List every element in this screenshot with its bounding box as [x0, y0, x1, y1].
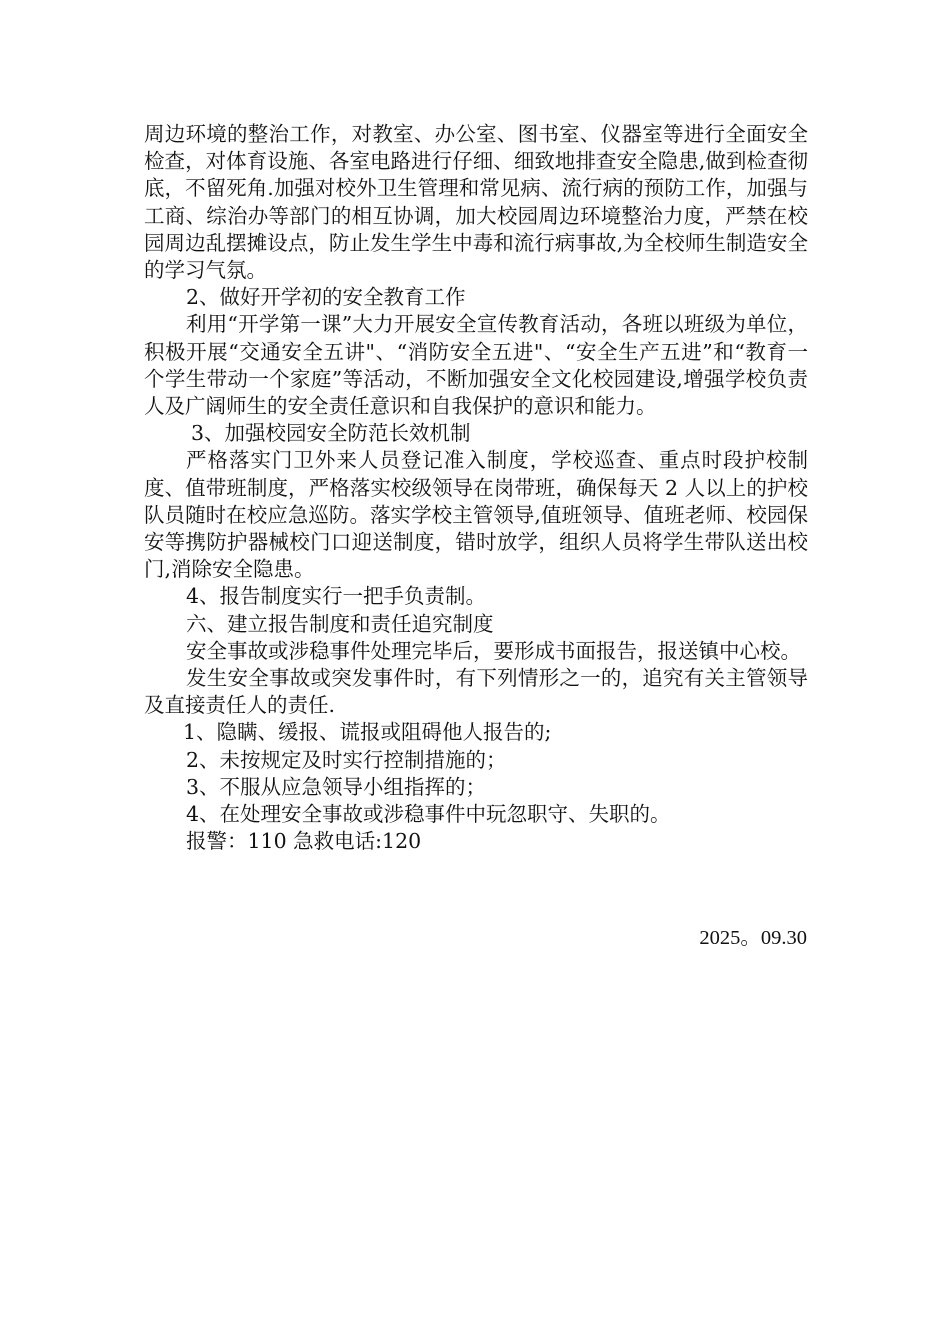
list-item-concealing: 1、隐瞒、缓报、谎报或阻碍他人报告的; [183, 720, 552, 745]
document-date: 2025。09.30 [699, 927, 807, 949]
paragraph-accountability-conditions: 发生安全事故或突发事件时，有下列情形之一的，追究有关主管领导及直接责任人的责任. [144, 666, 808, 718]
paragraph-environment-inspection: 周边环境的整治工作，对教室、办公室、图书室、仪器室等进行全面安全检查，对体育设施、各室电路进行仔细、细致地排查安全隐患,做到检查彻底，不留死角.加强对校外卫生管理和常见病、流行病的预防工作，加强与工商、综治办等部门的相互协调，加大校园周边环境整治力度，严禁在校园周边乱摆摊设点，防止发生学生中毒和流行病事故,为全校师生制造安全的学习气氛。 [144, 122, 808, 283]
list-item-disobey-command: 3、不服从应急领导小组指挥的； [186, 774, 487, 799]
list-item-negligence: 4、在处理安全事故或涉稳事件中玩忽职守、失职的。 [186, 802, 671, 827]
heading-reporting-accountability: 六、建立报告制度和责任追究制度 [186, 611, 494, 636]
paragraph-gate-registration: 严格落实门卫外来人员登记准入制度，学校巡查、重点时段护校制度、值带班制度，严格落实校级领导在岗带班，确保每天 2 人以上的护校队员随时在校应急巡防。落实学校主管领导,值班领导、值班老师、校园保安等携防护器械校门口迎送制度，错时放学，组织人员将学生带队送出校门,消除安全隐患。 [144, 448, 808, 582]
heading-start-of-term-education: 2、做好开学初的安全教育工作 [186, 285, 466, 310]
list-item-control-measures: 2、未按规定及时实行控制措施的； [186, 747, 507, 772]
emergency-numbers: 报警：110 急救电话:120 [186, 829, 422, 854]
paragraph-first-lesson: 利用“开学第一课”大力开展安全宣传教育活动，各班以班级为单位，积极开展“交通安全五讲"、“消防安全五进"、“安全生产五进”和“教育一个学生带动一个家庭”等活动，不断加强安全文化校园建设,增强学校负责人及广阔师生的安全责任意识和自我保护的意识和能力。 [144, 312, 808, 419]
paragraph-written-report: 安全事故或涉稳事件处理完毕后，要形成书面报告，报送镇中心校。 [186, 638, 801, 663]
heading-long-term-mechanism: 3、加强校园安全防范长效机制 [191, 421, 471, 446]
paragraph-leader-responsibility: 4、报告制度实行一把手负责制。 [186, 584, 487, 609]
document-body [144, 121, 808, 855]
